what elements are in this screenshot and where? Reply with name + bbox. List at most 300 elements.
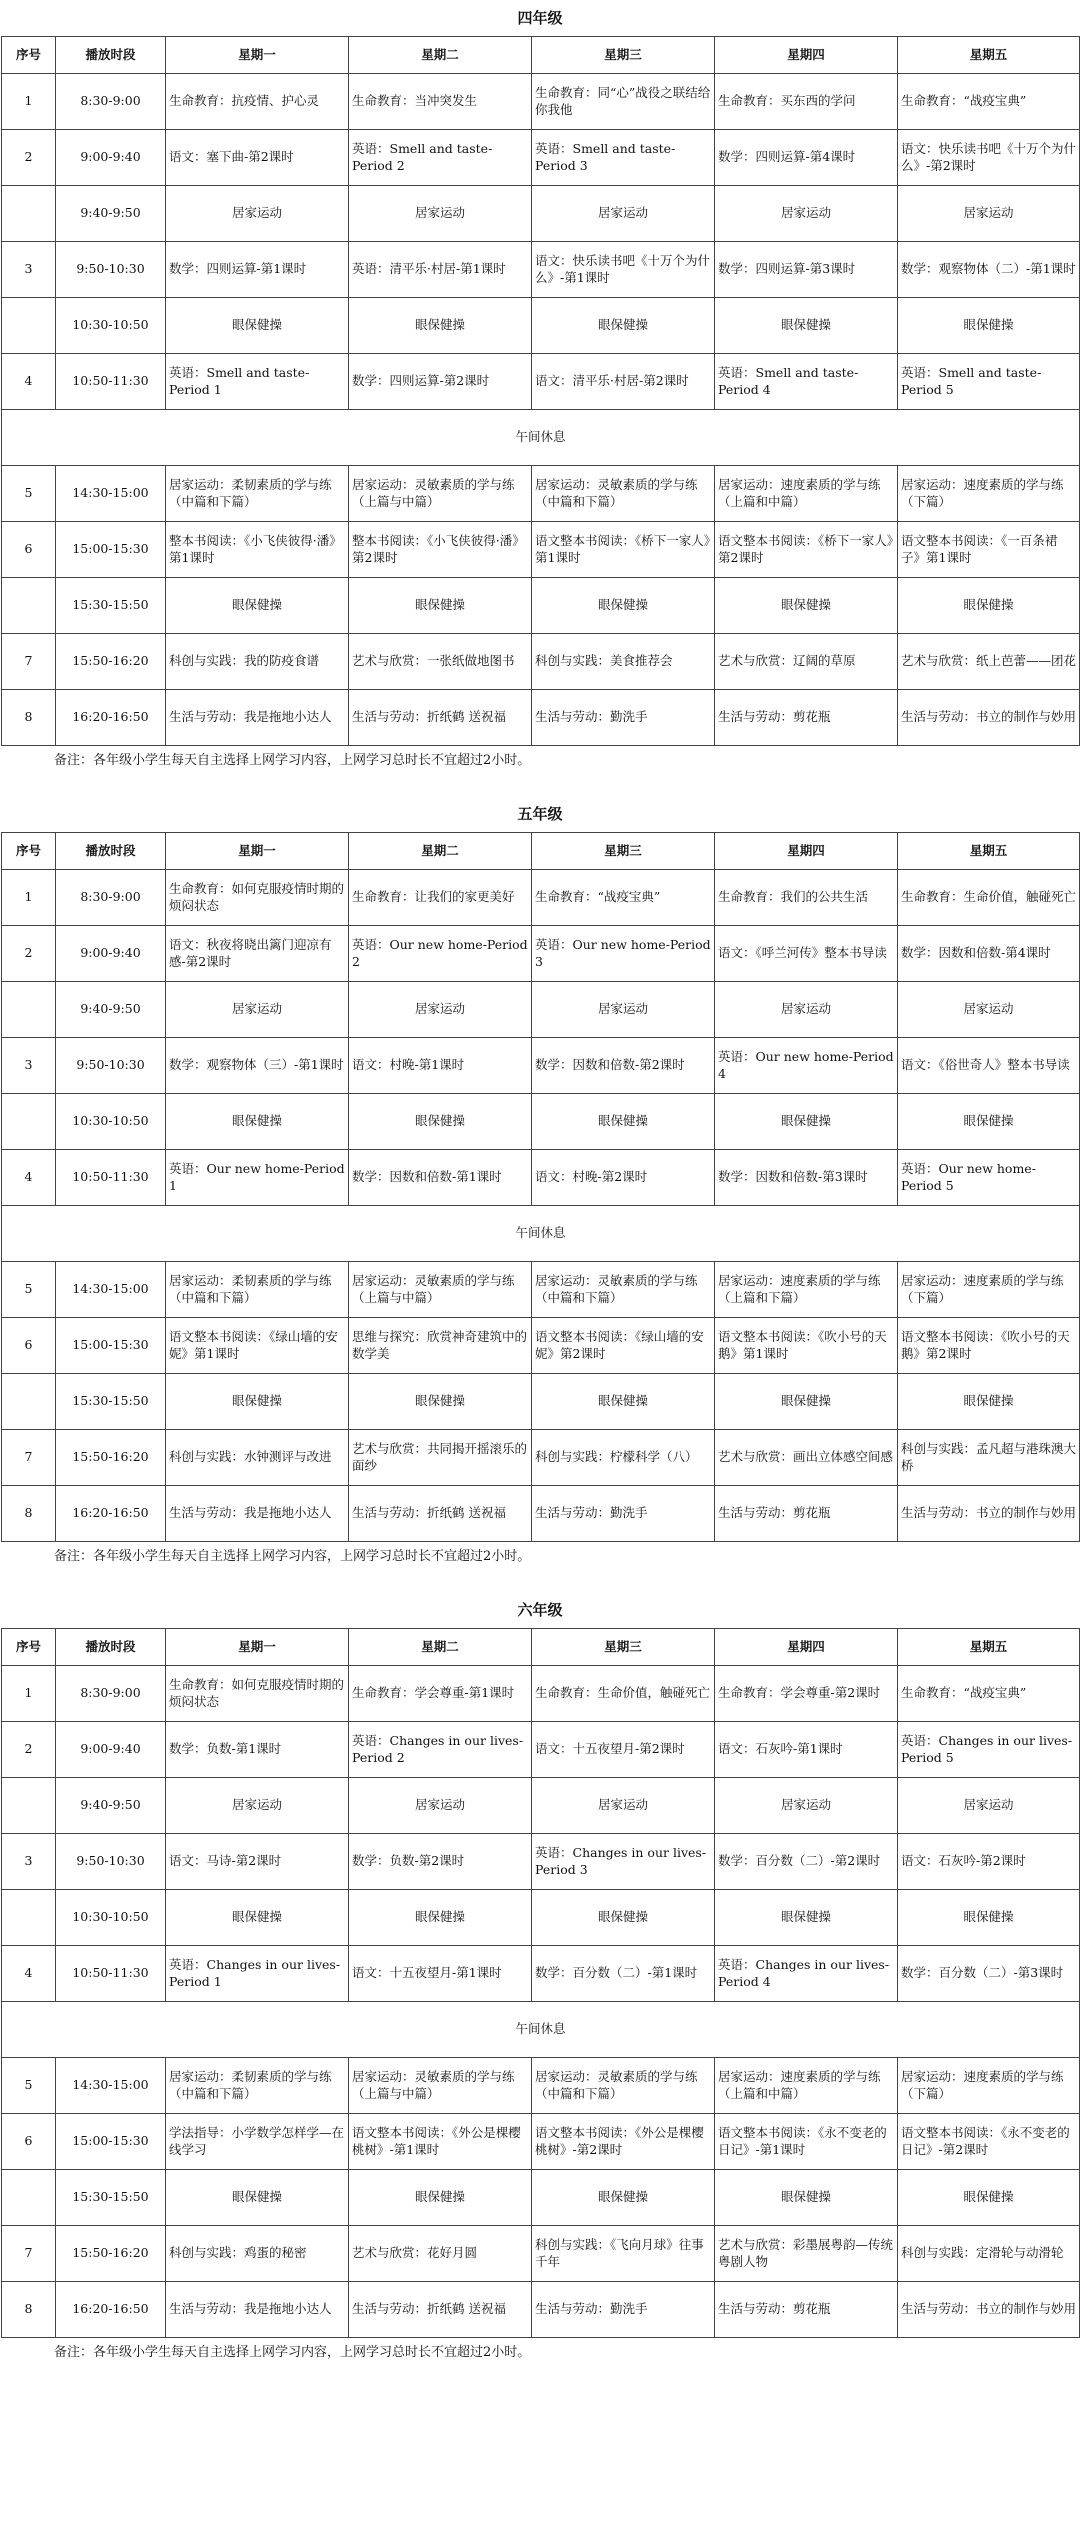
table-row — [2, 1262, 1080, 1318]
row-number: 1 — [2, 870, 56, 926]
lesson-cell: 数学：因数和倍数-第4课时 — [898, 926, 1080, 982]
lesson-cell: 英语：Our new home-Period 4 — [715, 1038, 898, 1094]
table-row — [2, 1094, 1080, 1150]
lesson-cell: 生命教育：如何克服疫情时期的烦闷状态 — [166, 870, 349, 926]
lesson-cell: 眼保健操 — [532, 2170, 715, 2226]
lesson-cell: 语文：石灰吟-第2课时 — [898, 1834, 1080, 1890]
lesson-cell: 语文整本书阅读：《外公是棵樱桃树》-第1课时 — [349, 2114, 532, 2170]
lesson-cell: 数学：因数和倍数-第2课时 — [532, 1038, 715, 1094]
lesson-cell: 眼保健操 — [532, 578, 715, 634]
time-slot: 9:40-9:50 — [56, 982, 166, 1038]
remark-note: 备注：各年级小学生每天自主选择上网学习内容，上网学习总时长不宜超过2小时。 — [54, 1549, 531, 1564]
break-row — [2, 410, 1080, 466]
lesson-cell: 数学：负数-第1课时 — [166, 1722, 349, 1778]
lesson-cell: 生命教育：学会尊重-第2课时 — [715, 1666, 898, 1722]
lesson-cell: 眼保健操 — [166, 2170, 349, 2226]
table-row — [2, 926, 1080, 982]
time-slot: 9:00-9:40 — [56, 130, 166, 186]
lesson-cell: 生命教育：买东西的学问 — [715, 74, 898, 130]
lesson-cell: 眼保健操 — [898, 578, 1080, 634]
table-row — [2, 130, 1080, 186]
column-header: 播放时段 — [56, 833, 166, 870]
lesson-cell: 生命教育：学会尊重-第1课时 — [349, 1666, 532, 1722]
lesson-cell: 居家运动 — [532, 1778, 715, 1834]
lesson-cell: 生命教育：抗疫情、护心灵 — [166, 74, 349, 130]
column-header: 序号 — [2, 37, 56, 74]
lesson-cell: 生活与劳动：折纸鹤 送祝福 — [349, 2282, 532, 2338]
lesson-cell: 眼保健操 — [715, 1374, 898, 1430]
row-number — [2, 1778, 56, 1834]
row-number: 2 — [2, 1722, 56, 1778]
lesson-cell: 居家运动：柔韧素质的学与练（中篇和下篇） — [166, 466, 349, 522]
table-row — [2, 186, 1080, 242]
row-number: 3 — [2, 1834, 56, 1890]
lesson-cell: 英语：Our new home-Period 3 — [532, 926, 715, 982]
lesson-cell: 居家运动：灵敏素质的学与练（中篇和下篇） — [532, 1262, 715, 1318]
column-header: 星期二 — [349, 833, 532, 870]
time-slot: 8:30-9:00 — [56, 870, 166, 926]
table-row — [2, 1374, 1080, 1430]
lunch-break-cell: 午间休息 — [2, 410, 1080, 466]
row-number: 8 — [2, 2282, 56, 2338]
lesson-cell: 生活与劳动：折纸鹤 送祝福 — [349, 1486, 532, 1542]
lesson-cell: 生命教育：“战疫宝典” — [532, 870, 715, 926]
lesson-cell: 眼保健操 — [898, 1890, 1080, 1946]
lesson-cell: 眼保健操 — [166, 1094, 349, 1150]
lesson-cell: 思维与探究：欣赏神奇建筑中的数学美 — [349, 1318, 532, 1374]
time-slot: 15:50-16:20 — [56, 634, 166, 690]
lesson-cell: 居家运动 — [532, 186, 715, 242]
lesson-cell: 生活与劳动：书立的制作与妙用 — [898, 690, 1080, 746]
lesson-cell: 科创与实践：柠檬科学（八） — [532, 1430, 715, 1486]
lesson-cell: 居家运动：柔韧素质的学与练（中篇和下篇） — [166, 1262, 349, 1318]
table-row — [2, 1946, 1080, 2002]
lesson-cell: 语文：快乐读书吧《十万个为什么》-第1课时 — [532, 242, 715, 298]
lesson-cell: 语文整本书阅读：《外公是棵樱桃树》-第2课时 — [532, 2114, 715, 2170]
time-slot: 16:20-16:50 — [56, 2282, 166, 2338]
lesson-cell: 数学：观察物体（三）-第1课时 — [166, 1038, 349, 1094]
column-header: 星期五 — [898, 833, 1080, 870]
row-number: 6 — [2, 2114, 56, 2170]
lesson-cell: 科创与实践：我的防疫食谱 — [166, 634, 349, 690]
table-row — [2, 1430, 1080, 1486]
time-slot: 9:50-10:30 — [56, 1038, 166, 1094]
row-number: 6 — [2, 522, 56, 578]
lesson-cell: 眼保健操 — [715, 2170, 898, 2226]
section-gap — [0, 776, 1080, 796]
lesson-cell: 居家运动 — [898, 982, 1080, 1038]
grade-section — [0, 1592, 1080, 2368]
row-number — [2, 298, 56, 354]
lesson-cell: 语文整本书阅读：《永不变老的日记》-第2课时 — [898, 2114, 1080, 2170]
lesson-cell: 眼保健操 — [166, 1374, 349, 1430]
row-number — [2, 1374, 56, 1430]
row-number: 5 — [2, 466, 56, 522]
lesson-cell: 艺术与欣赏：画出立体感空间感 — [715, 1430, 898, 1486]
lesson-cell: 英语：Smell and taste-Period 4 — [715, 354, 898, 410]
schedule-table — [1, 832, 1080, 1542]
lesson-cell: 语文：清平乐·村居-第2课时 — [532, 354, 715, 410]
lesson-cell: 数学：百分数（二）-第3课时 — [898, 1946, 1080, 2002]
lesson-cell: 居家运动：速度素质的学与练（上篇和中篇） — [715, 2058, 898, 2114]
lesson-cell: 英语：Changes in our lives-Period 2 — [349, 1722, 532, 1778]
time-slot: 9:00-9:40 — [56, 926, 166, 982]
lesson-cell: 眼保健操 — [166, 1890, 349, 1946]
lesson-cell: 生活与劳动：书立的制作与妙用 — [898, 2282, 1080, 2338]
lesson-cell: 眼保健操 — [532, 1374, 715, 1430]
lesson-cell: 语文整本书阅读：《吹小号的天鹅》第2课时 — [898, 1318, 1080, 1374]
column-header: 星期三 — [532, 833, 715, 870]
time-slot: 10:30-10:50 — [56, 1890, 166, 1946]
lesson-cell: 语文：《呼兰河传》整本书导读 — [715, 926, 898, 982]
table-row — [2, 690, 1080, 746]
table-row — [2, 578, 1080, 634]
lesson-cell: 居家运动 — [715, 186, 898, 242]
lesson-cell: 眼保健操 — [166, 298, 349, 354]
time-slot: 15:50-16:20 — [56, 2226, 166, 2282]
table-row — [2, 1038, 1080, 1094]
row-number: 3 — [2, 1038, 56, 1094]
column-header: 星期一 — [166, 1629, 349, 1666]
lesson-cell: 生活与劳动：剪花瓶 — [715, 690, 898, 746]
lesson-cell: 生活与劳动：勤洗手 — [532, 2282, 715, 2338]
column-header: 星期三 — [532, 37, 715, 74]
lunch-break-cell: 午间休息 — [2, 1206, 1080, 1262]
lesson-cell: 居家运动：速度素质的学与练（上篇和下篇） — [715, 1262, 898, 1318]
row-number: 4 — [2, 1150, 56, 1206]
lesson-cell: 生命教育：我们的公共生活 — [715, 870, 898, 926]
break-row — [2, 1206, 1080, 1262]
table-row — [2, 298, 1080, 354]
time-slot: 8:30-9:00 — [56, 1666, 166, 1722]
table-row — [2, 74, 1080, 130]
row-number: 7 — [2, 1430, 56, 1486]
time-slot: 8:30-9:00 — [56, 74, 166, 130]
lesson-cell: 语文整本书阅读：《吹小号的天鹅》第1课时 — [715, 1318, 898, 1374]
lesson-cell: 眼保健操 — [715, 578, 898, 634]
lesson-cell: 居家运动：速度素质的学与练（下篇） — [898, 1262, 1080, 1318]
lesson-cell: 眼保健操 — [898, 298, 1080, 354]
time-slot: 14:30-15:00 — [56, 466, 166, 522]
time-slot: 15:00-15:30 — [56, 2114, 166, 2170]
lesson-cell: 数学：百分数（二）-第2课时 — [715, 1834, 898, 1890]
grade-section — [0, 0, 1080, 776]
lesson-cell: 英语：Smell and taste-Period 5 — [898, 354, 1080, 410]
time-slot: 10:30-10:50 — [56, 1094, 166, 1150]
lesson-cell: 科创与实践：水钟测评与改进 — [166, 1430, 349, 1486]
time-slot: 10:50-11:30 — [56, 1150, 166, 1206]
lesson-cell: 生活与劳动：我是拖地小达人 — [166, 2282, 349, 2338]
table-row — [2, 2282, 1080, 2338]
lesson-cell: 生活与劳动：书立的制作与妙用 — [898, 1486, 1080, 1542]
table-row — [2, 354, 1080, 410]
table-row — [2, 1486, 1080, 1542]
lesson-cell: 英语：Changes in our lives-Period 3 — [532, 1834, 715, 1890]
table-row — [2, 1778, 1080, 1834]
column-header: 星期一 — [166, 833, 349, 870]
time-slot: 14:30-15:00 — [56, 1262, 166, 1318]
lesson-cell: 英语：Smell and taste-Period 2 — [349, 130, 532, 186]
lesson-cell: 生命教育：如何克服疫情时期的烦闷状态 — [166, 1666, 349, 1722]
lesson-cell: 居家运动 — [715, 1778, 898, 1834]
grade-title: 六年级 — [517, 1601, 563, 1619]
lesson-cell: 英语：Changes in our lives-Period 5 — [898, 1722, 1080, 1778]
time-slot: 16:20-16:50 — [56, 1486, 166, 1542]
row-number — [2, 1094, 56, 1150]
row-number: 8 — [2, 690, 56, 746]
lesson-cell: 眼保健操 — [166, 578, 349, 634]
header-row — [2, 1629, 1080, 1666]
lesson-cell: 语文：村晚-第2课时 — [532, 1150, 715, 1206]
schedule-table — [1, 36, 1080, 746]
row-number — [2, 1890, 56, 1946]
lesson-cell: 学法指导：小学数学怎样学—在线学习 — [166, 2114, 349, 2170]
lesson-cell: 语文：秋夜将晓出篱门迎凉有感-第2课时 — [166, 926, 349, 982]
time-slot: 15:30-15:50 — [56, 2170, 166, 2226]
lesson-cell: 眼保健操 — [349, 1374, 532, 1430]
table-row — [2, 1150, 1080, 1206]
column-header: 星期三 — [532, 1629, 715, 1666]
lesson-cell: 眼保健操 — [532, 1890, 715, 1946]
lesson-cell: 生活与劳动：剪花瓶 — [715, 2282, 898, 2338]
row-number: 1 — [2, 74, 56, 130]
lesson-cell: 语文整本书阅读：《绿山墙的安妮》第2课时 — [532, 1318, 715, 1374]
table-row — [2, 466, 1080, 522]
column-header: 星期五 — [898, 1629, 1080, 1666]
lesson-cell: 居家运动：灵敏素质的学与练（中篇和下篇） — [532, 466, 715, 522]
column-header: 星期二 — [349, 1629, 532, 1666]
break-row — [2, 2002, 1080, 2058]
lesson-cell: 语文：十五夜望月-第2课时 — [532, 1722, 715, 1778]
lesson-cell: 生命教育：同“心”战役之联结给你我他 — [532, 74, 715, 130]
lesson-cell: 整本书阅读：《小飞侠彼得·潘》第1课时 — [166, 522, 349, 578]
lesson-cell: 眼保健操 — [715, 298, 898, 354]
lesson-cell: 居家运动：柔韧素质的学与练（中篇和下篇） — [166, 2058, 349, 2114]
lesson-cell: 眼保健操 — [532, 1094, 715, 1150]
lesson-cell: 生活与劳动：勤洗手 — [532, 1486, 715, 1542]
lesson-cell: 英语：Our new home-Period 2 — [349, 926, 532, 982]
lesson-cell: 居家运动 — [349, 982, 532, 1038]
time-slot: 10:50-11:30 — [56, 354, 166, 410]
lesson-cell: 数学：四则运算-第3课时 — [715, 242, 898, 298]
lesson-cell: 生命教育：“战疫宝典” — [898, 74, 1080, 130]
time-slot: 14:30-15:00 — [56, 2058, 166, 2114]
lesson-cell: 语文：石灰吟-第1课时 — [715, 1722, 898, 1778]
lesson-cell: 语文：《俗世奇人》整本书导读 — [898, 1038, 1080, 1094]
grade-section — [0, 796, 1080, 1572]
lesson-cell: 语文：塞下曲-第2课时 — [166, 130, 349, 186]
lesson-cell: 居家运动 — [166, 1778, 349, 1834]
lesson-cell: 科创与实践：《飞向月球》往事千年 — [532, 2226, 715, 2282]
lesson-cell: 艺术与欣赏：共同揭开摇滚乐的面纱 — [349, 1430, 532, 1486]
column-header: 播放时段 — [56, 1629, 166, 1666]
column-header: 星期一 — [166, 37, 349, 74]
table-row — [2, 242, 1080, 298]
lesson-cell: 科创与实践：定滑轮与动滑轮 — [898, 2226, 1080, 2282]
lesson-cell: 生活与劳动：我是拖地小达人 — [166, 690, 349, 746]
time-slot: 15:30-15:50 — [56, 1374, 166, 1430]
lesson-cell: 科创与实践：鸡蛋的秘密 — [166, 2226, 349, 2282]
lesson-cell: 语文整本书阅读：《绿山墙的安妮》第1课时 — [166, 1318, 349, 1374]
lesson-cell: 居家运动 — [532, 982, 715, 1038]
column-header: 序号 — [2, 833, 56, 870]
row-number: 1 — [2, 1666, 56, 1722]
lesson-cell: 居家运动 — [166, 982, 349, 1038]
lesson-cell: 数学：负数-第2课时 — [349, 1834, 532, 1890]
lesson-cell: 数学：因数和倍数-第3课时 — [715, 1150, 898, 1206]
table-row — [2, 1318, 1080, 1374]
row-number: 2 — [2, 130, 56, 186]
lesson-cell: 生命教育：让我们的家更美好 — [349, 870, 532, 926]
time-slot: 10:30-10:50 — [56, 298, 166, 354]
section-gap — [0, 1572, 1080, 1592]
lesson-cell: 语文整本书阅读：《永不变老的日记》-第1课时 — [715, 2114, 898, 2170]
lesson-cell: 居家运动 — [166, 186, 349, 242]
lesson-cell: 英语：Smell and taste-Period 1 — [166, 354, 349, 410]
lesson-cell: 生命教育：“战疫宝典” — [898, 1666, 1080, 1722]
time-slot: 15:00-15:30 — [56, 522, 166, 578]
row-number: 2 — [2, 926, 56, 982]
table-row — [2, 870, 1080, 926]
lesson-cell: 语文：十五夜望月-第1课时 — [349, 1946, 532, 2002]
row-number — [2, 982, 56, 1038]
lesson-cell: 居家运动 — [349, 1778, 532, 1834]
lesson-cell: 数学：四则运算-第1课时 — [166, 242, 349, 298]
lesson-cell: 语文：快乐读书吧《十万个为什么》-第2课时 — [898, 130, 1080, 186]
time-slot: 10:50-11:30 — [56, 1946, 166, 2002]
lesson-cell: 生活与劳动：剪花瓶 — [715, 1486, 898, 1542]
time-slot: 9:50-10:30 — [56, 242, 166, 298]
lesson-cell: 数学：四则运算-第4课时 — [715, 130, 898, 186]
lesson-cell: 数学：四则运算-第2课时 — [349, 354, 532, 410]
row-number: 4 — [2, 354, 56, 410]
lesson-cell: 居家运动 — [715, 982, 898, 1038]
row-number: 7 — [2, 2226, 56, 2282]
lunch-break-cell: 午间休息 — [2, 2002, 1080, 2058]
table-row — [2, 634, 1080, 690]
column-header: 星期四 — [715, 1629, 898, 1666]
lesson-cell: 生命教育：生命价值，触碰死亡 — [532, 1666, 715, 1722]
row-number: 5 — [2, 2058, 56, 2114]
time-slot: 9:50-10:30 — [56, 1834, 166, 1890]
lesson-cell: 眼保健操 — [349, 578, 532, 634]
lesson-cell: 眼保健操 — [715, 1890, 898, 1946]
row-number: 7 — [2, 634, 56, 690]
table-row — [2, 522, 1080, 578]
lesson-cell: 英语：Smell and taste-Period 3 — [532, 130, 715, 186]
row-number: 6 — [2, 1318, 56, 1374]
lesson-cell: 眼保健操 — [715, 1094, 898, 1150]
lesson-cell: 数学：百分数（二）-第1课时 — [532, 1946, 715, 2002]
lesson-cell: 艺术与欣赏：花好月圆 — [349, 2226, 532, 2282]
lesson-cell: 语文：马诗-第2课时 — [166, 1834, 349, 1890]
lesson-cell: 生活与劳动：勤洗手 — [532, 690, 715, 746]
lesson-cell: 整本书阅读：《小飞侠彼得·潘》第2课时 — [349, 522, 532, 578]
time-slot: 9:40-9:50 — [56, 186, 166, 242]
time-slot: 15:30-15:50 — [56, 578, 166, 634]
lesson-cell: 生活与劳动：折纸鹤 送祝福 — [349, 690, 532, 746]
lesson-cell: 居家运动 — [898, 186, 1080, 242]
lesson-cell: 居家运动：速度素质的学与练（下篇） — [898, 2058, 1080, 2114]
lesson-cell: 居家运动 — [898, 1778, 1080, 1834]
lesson-cell: 居家运动：灵敏素质的学与练（上篇与中篇） — [349, 466, 532, 522]
lesson-cell: 眼保健操 — [349, 2170, 532, 2226]
lesson-cell: 科创与实践：孟凡超与港珠澳大桥 — [898, 1430, 1080, 1486]
lesson-cell: 眼保健操 — [898, 2170, 1080, 2226]
lesson-cell: 数学：观察物体（二）-第1课时 — [898, 242, 1080, 298]
lesson-cell: 数学：因数和倍数-第1课时 — [349, 1150, 532, 1206]
column-header: 播放时段 — [56, 37, 166, 74]
lesson-cell: 居家运动：速度素质的学与练（下篇） — [898, 466, 1080, 522]
time-slot: 15:00-15:30 — [56, 1318, 166, 1374]
time-slot: 9:40-9:50 — [56, 1778, 166, 1834]
lesson-cell: 艺术与欣赏：辽阔的草原 — [715, 634, 898, 690]
lesson-cell: 居家运动：速度素质的学与练（上篇和中篇） — [715, 466, 898, 522]
remark-note: 备注：各年级小学生每天自主选择上网学习内容，上网学习总时长不宜超过2小时。 — [54, 753, 531, 768]
lesson-cell: 生活与劳动：我是拖地小达人 — [166, 1486, 349, 1542]
lesson-cell: 语文整本书阅读：《桥下一家人》第1课时 — [532, 522, 715, 578]
lesson-cell: 居家运动：灵敏素质的学与练（中篇和下篇） — [532, 2058, 715, 2114]
column-header: 序号 — [2, 1629, 56, 1666]
row-number: 5 — [2, 1262, 56, 1318]
lesson-cell: 语文整本书阅读：《桥下一家人》第2课时 — [715, 522, 898, 578]
lesson-cell: 科创与实践：美食推荐会 — [532, 634, 715, 690]
lesson-cell: 艺术与欣赏：一张纸做地图书 — [349, 634, 532, 690]
header-row — [2, 833, 1080, 870]
lesson-cell: 语文：村晚-第1课时 — [349, 1038, 532, 1094]
lesson-cell: 眼保健操 — [349, 298, 532, 354]
table-row — [2, 982, 1080, 1038]
lesson-cell: 眼保健操 — [532, 298, 715, 354]
table-row — [2, 2170, 1080, 2226]
lesson-cell: 眼保健操 — [349, 1890, 532, 1946]
lesson-cell: 语文整本书阅读：《一百条裙子》第1课时 — [898, 522, 1080, 578]
lesson-cell: 艺术与欣赏：纸上芭蕾——团花 — [898, 634, 1080, 690]
lesson-cell: 英语：清平乐·村居-第1课时 — [349, 242, 532, 298]
table-row — [2, 2226, 1080, 2282]
row-number — [2, 186, 56, 242]
row-number: 8 — [2, 1486, 56, 1542]
row-number: 3 — [2, 242, 56, 298]
column-header: 星期四 — [715, 833, 898, 870]
time-slot: 16:20-16:50 — [56, 690, 166, 746]
column-header: 星期二 — [349, 37, 532, 74]
table-row — [2, 1834, 1080, 1890]
lesson-cell: 英语：Our new home-Period 5 — [898, 1150, 1080, 1206]
grade-title: 四年级 — [517, 9, 563, 27]
lesson-cell: 生命教育：生命价值，触碰死亡 — [898, 870, 1080, 926]
lesson-cell: 居家运动：灵敏素质的学与练（上篇与中篇） — [349, 1262, 532, 1318]
schedule-table — [1, 1628, 1080, 2338]
table-row — [2, 1666, 1080, 1722]
column-header: 星期四 — [715, 37, 898, 74]
time-slot: 15:50-16:20 — [56, 1430, 166, 1486]
table-row — [2, 2058, 1080, 2114]
table-row — [2, 2114, 1080, 2170]
table-row — [2, 1890, 1080, 1946]
row-number — [2, 2170, 56, 2226]
time-slot: 9:00-9:40 — [56, 1722, 166, 1778]
lesson-cell: 艺术与欣赏：彩墨展粤韵—传统粤剧人物 — [715, 2226, 898, 2282]
lesson-cell: 居家运动 — [349, 186, 532, 242]
lesson-cell: 眼保健操 — [898, 1374, 1080, 1430]
lesson-cell: 居家运动：灵敏素质的学与练（上篇与中篇） — [349, 2058, 532, 2114]
remark-note: 备注：各年级小学生每天自主选择上网学习内容，上网学习总时长不宜超过2小时。 — [54, 2345, 531, 2360]
row-number: 4 — [2, 1946, 56, 2002]
lesson-cell: 眼保健操 — [898, 1094, 1080, 1150]
column-header: 星期五 — [898, 37, 1080, 74]
grade-title: 五年级 — [517, 805, 563, 823]
